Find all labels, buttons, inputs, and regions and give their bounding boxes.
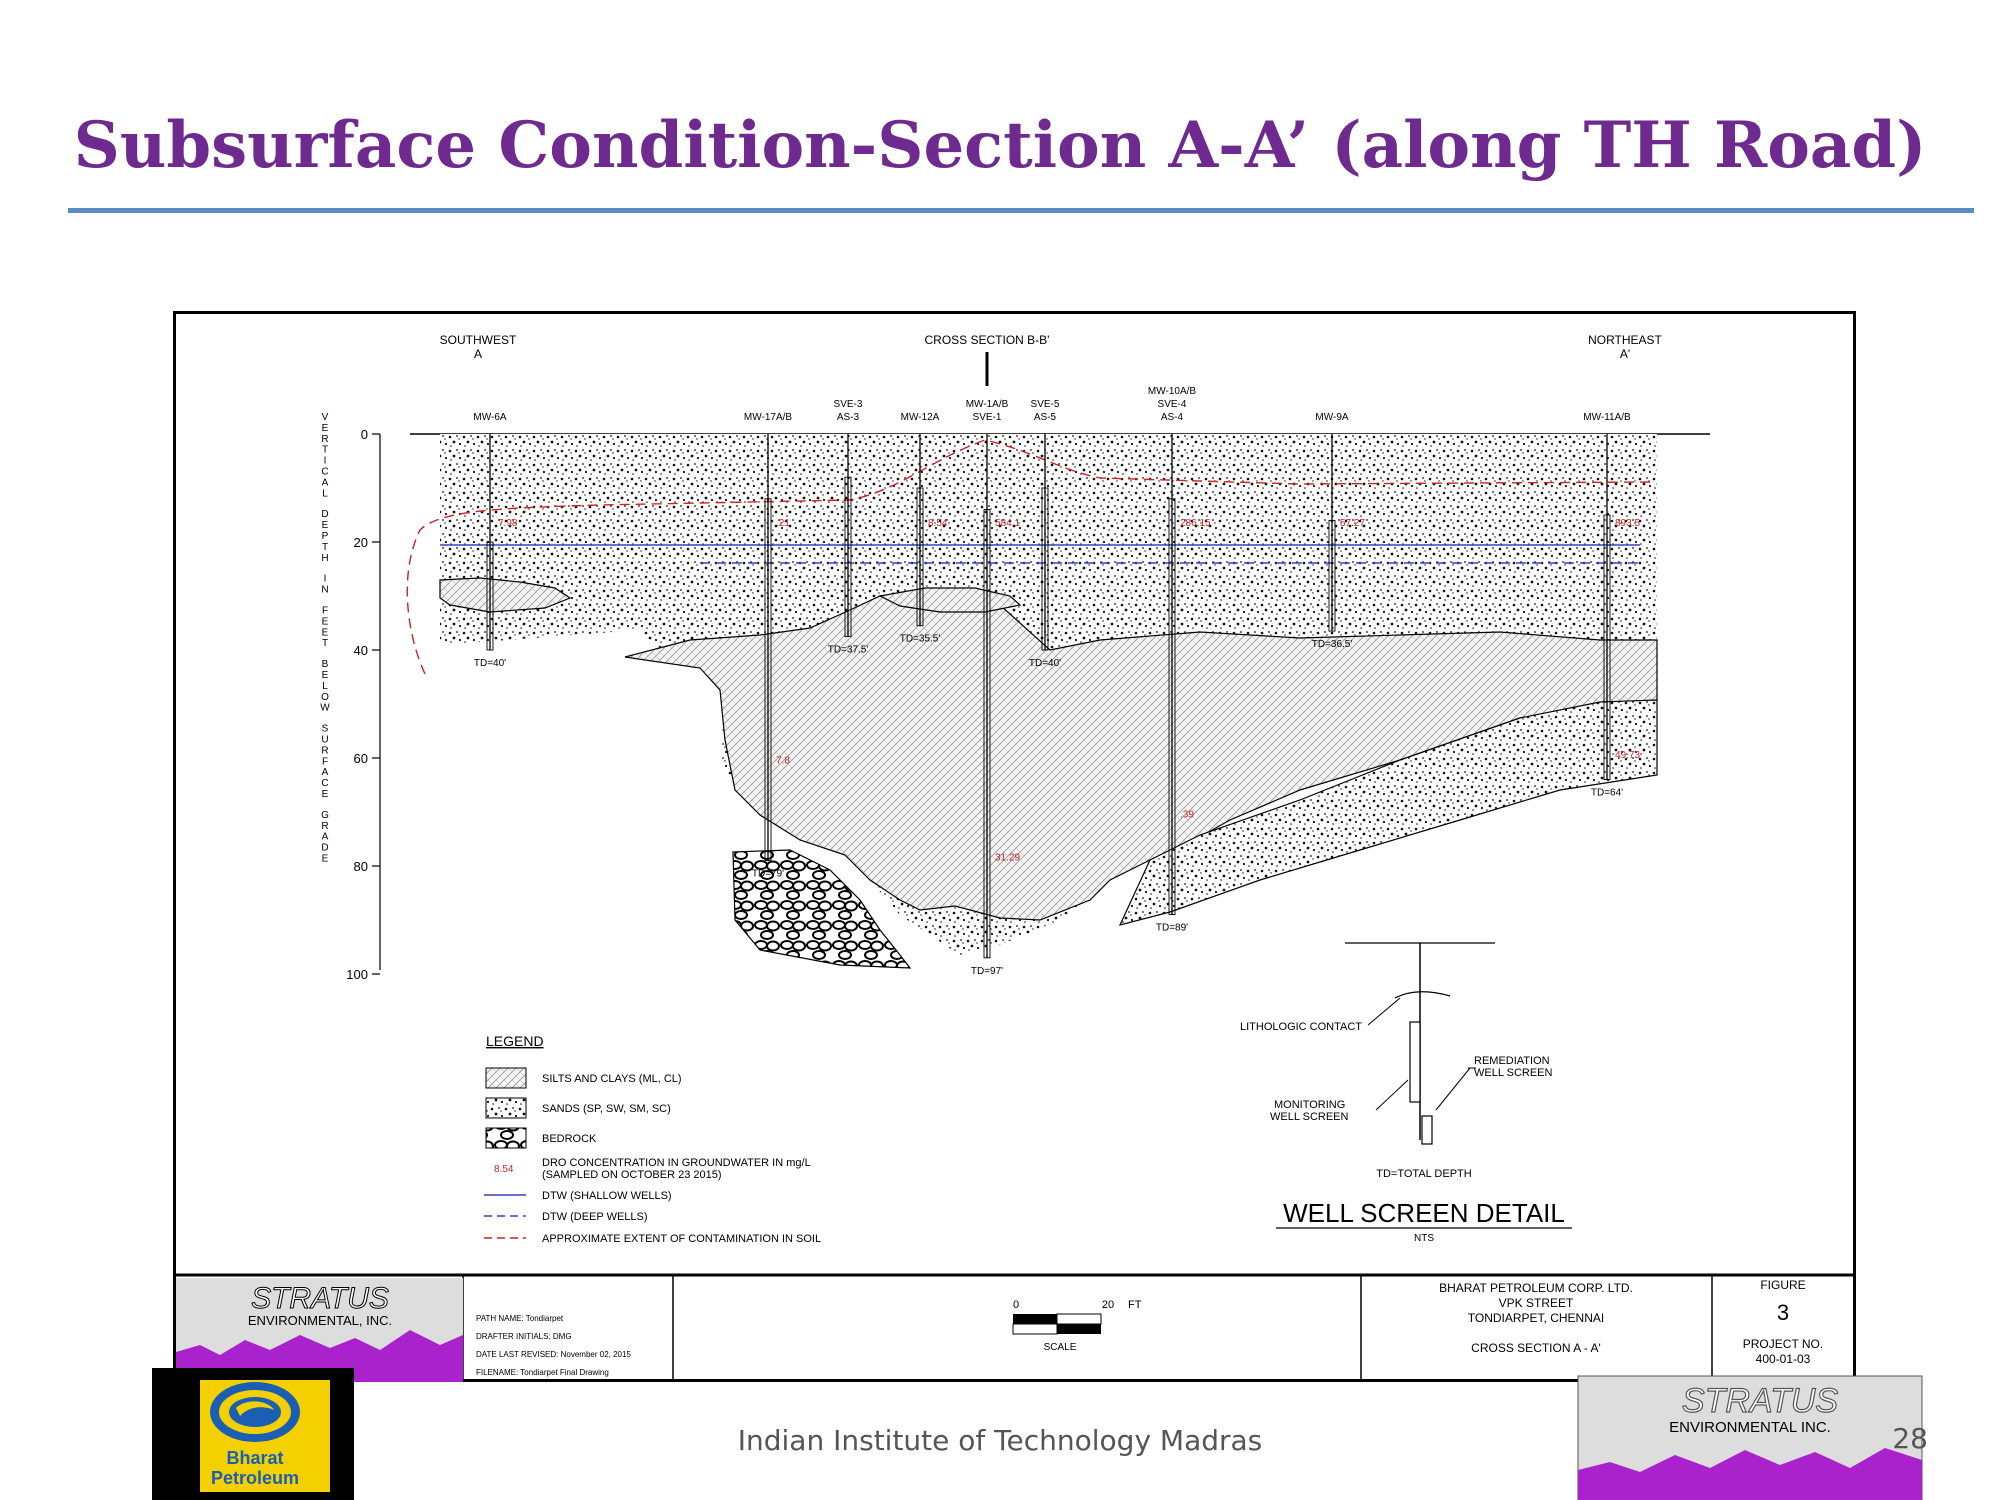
axis-label-letter: E — [321, 853, 329, 865]
stratus-corner-sub: ENVIRONMENTAL INC. — [1669, 1419, 1831, 1436]
well-td-label: TD=79' — [751, 868, 785, 880]
axis-label-letter: R — [321, 745, 329, 757]
axis-label-letter: A — [321, 767, 329, 779]
axis-label-letter: E — [321, 670, 329, 681]
scale-zero: 0 — [1012, 1299, 1020, 1311]
axis-label-letter: S — [321, 723, 329, 735]
depth-tick-label: 80 — [353, 859, 368, 874]
axis-label-letter: R — [321, 433, 329, 445]
client-city: TONDIARPET, CHENNAI — [1467, 1311, 1605, 1325]
legend-silt-label: SILTS AND CLAYS (ML, CL) — [542, 1073, 682, 1085]
dro-concentration: 893.5 — [1615, 517, 1641, 529]
well-td-label: TD=97' — [970, 965, 1004, 977]
depth-tick-label: 20 — [353, 535, 368, 550]
legend-dtw-shallow-label: DTW (SHALLOW WELLS) — [542, 1190, 672, 1202]
bp-text-1: Bharat — [226, 1448, 284, 1468]
legend-bedrock-swatch — [486, 1128, 526, 1148]
axis-label-letter: L — [322, 680, 328, 692]
well-screen-detail-title: WELL SCREEN DETAIL — [1283, 1198, 1565, 1228]
monitoring-label-1: MONITORING — [1274, 1099, 1346, 1111]
stratus-titleblock-logo — [176, 1278, 463, 1382]
axis-label-letter: O — [321, 691, 329, 703]
legend-sand-label: SANDS (SP, SW, SM, SC) — [542, 1103, 671, 1115]
legend-dro-label-2: (SAMPLED ON OCTOBER 23 2015) — [542, 1169, 722, 1181]
well-td-label: TD=40' — [1028, 658, 1062, 669]
slide-title: Subsurface Condition-Section A-A’ (along TH Road) — [73, 108, 1927, 183]
axis-label-letter: A — [321, 831, 329, 843]
dro-concentration-deep: 31.29 — [995, 852, 1021, 864]
depth-tick-label: 40 — [353, 643, 368, 658]
axis-label-letter: L — [322, 488, 328, 500]
axis-label-letter: H — [321, 552, 329, 564]
axis-label-letter: R — [321, 820, 329, 832]
drafter-initials: DRAFTER INITIALS: DMG — [476, 1332, 572, 1341]
scale-bar — [1013, 1299, 1142, 1353]
section-letter-a: A — [473, 347, 483, 361]
axis-label-letter: T — [321, 444, 329, 456]
lithologic-contact-label: LITHOLOGIC CONTACT — [1240, 1021, 1363, 1033]
client-street: VPK STREET — [1498, 1296, 1574, 1310]
axis-label-letter: C — [321, 466, 329, 478]
well-name: MW-12A — [900, 412, 940, 423]
well-name: SVE-5 — [1030, 399, 1060, 410]
well-name: MW-6A — [473, 412, 507, 423]
figure-number: 3 — [1776, 1300, 1790, 1325]
section-name: CROSS SECTION A - A' — [1471, 1341, 1601, 1355]
northeast-label: NORTHEAST — [1588, 333, 1662, 347]
well-td-label: TD=36.5' — [1311, 639, 1353, 651]
well-td-label: TD=37.5' — [827, 644, 869, 656]
axis-label-letter: A — [321, 477, 329, 489]
axis-label-letter: E — [321, 422, 329, 434]
axis-label-letter: N — [321, 584, 329, 596]
depth-tick-label: 0 — [360, 427, 368, 442]
remediation-label-2: WELL SCREEN — [1474, 1067, 1553, 1079]
legend-bedrock-label: BEDROCK — [542, 1133, 597, 1145]
nts-label: NTS — [1414, 1233, 1434, 1244]
legend-silt-swatch — [486, 1068, 526, 1088]
axis-label-letter: F — [321, 605, 329, 617]
figure-label: FIGURE — [1760, 1278, 1806, 1292]
axis-label-letter: C — [321, 778, 329, 790]
scale-twenty: 20 — [1101, 1299, 1115, 1311]
well-name: SVE-1 — [972, 412, 1002, 423]
axis-label-letter: T — [321, 541, 329, 553]
scale-label: SCALE — [1043, 1342, 1077, 1353]
footer-text: Indian Institute of Technology Madras — [737, 1424, 1263, 1457]
dro-concentration: .21 — [776, 517, 790, 529]
axis-label-letter: V — [321, 412, 329, 423]
project-number: 400-01-03 — [1755, 1352, 1811, 1366]
well-name: AS-3 — [836, 412, 860, 423]
axis-label-letter: I — [323, 573, 327, 585]
slide-number: 28 — [1892, 1422, 1928, 1455]
project-label: PROJECT NO. — [1742, 1337, 1824, 1351]
monitoring-label-2: WELL SCREEN — [1270, 1111, 1349, 1123]
stratus-logo-sub: ENVIRONMENTAL, INC. — [247, 1313, 393, 1328]
axis-label-letter: F — [321, 756, 329, 768]
well-td-label: TD=40' — [473, 658, 507, 669]
axis-label-letter: W — [320, 702, 330, 714]
dro-concentration: 584.1 — [995, 517, 1021, 529]
section-letter-a-prime: A' — [1619, 347, 1631, 361]
dro-concentration-deep: 7.8 — [776, 755, 790, 767]
depth-ticks — [346, 427, 380, 982]
dro-concentration: 286.15 — [1180, 517, 1211, 529]
dro-concentration-deep: .39 — [1180, 809, 1194, 821]
axis-label-letter: E — [321, 520, 329, 532]
well-name: AS-4 — [1160, 412, 1184, 423]
legend-contamination-label: APPROXIMATE EXTENT OF CONTAMINATION IN SOIL — [542, 1233, 822, 1245]
legend-dtw-deep-label: DTW (DEEP WELLS) — [542, 1211, 648, 1223]
axis-label-letter: U — [321, 734, 329, 746]
depth-tick-label: 60 — [353, 751, 368, 766]
axis-label-letter: B — [321, 659, 329, 671]
well-name: MW-17A/B — [743, 412, 793, 423]
filename: FILENAME: Tondiarpet Final Drawing — [476, 1368, 609, 1377]
well-name: MW-10A/B — [1147, 386, 1197, 397]
cross-section-bb-label: CROSS SECTION B-B' — [924, 333, 1050, 347]
legend-title: LEGEND — [486, 1033, 544, 1049]
legend-dro-label-1: DRO CONCENTRATION IN GROUNDWATER IN mg/L — [542, 1157, 811, 1169]
well-name: SVE-4 — [1157, 399, 1187, 410]
southwest-label: SOUTHWEST — [439, 333, 517, 347]
date-revised: DATE LAST REVISED: November 02, 2015 — [476, 1350, 631, 1359]
stratus-corner-text: STRATUS — [1681, 1382, 1839, 1420]
well-td-label: TD=89' — [1155, 922, 1189, 934]
axis-label-letter: G — [321, 809, 329, 821]
well-td-label: TD=35.5' — [899, 633, 941, 645]
axis-label-letter: P — [321, 531, 329, 542]
dro-concentration: 7.98 — [498, 517, 518, 529]
td-definition: TD=TOTAL DEPTH — [1376, 1168, 1472, 1180]
well-td-label: TD=64' — [1590, 787, 1624, 799]
path-name: PATH NAME: Tondiarpet — [476, 1314, 564, 1323]
remediation-label-1: REMEDIATION — [1474, 1055, 1550, 1067]
bp-text-2: Petroleum — [210, 1468, 300, 1488]
dro-concentration-deep: 49.73 — [1615, 750, 1641, 761]
well-screen-detail — [1240, 943, 1572, 1244]
stratus-logo-text: STRATUS — [251, 1282, 389, 1315]
depth-axis-label — [320, 412, 330, 865]
legend-sand-swatch — [486, 1098, 526, 1118]
well-name: AS-5 — [1033, 412, 1057, 423]
well-name: MW-9A — [1315, 412, 1349, 423]
well-name: SVE-3 — [833, 399, 863, 410]
axis-label-letter: I — [323, 455, 327, 467]
depth-tick-label: 100 — [346, 967, 368, 982]
axis-label-letter: E — [321, 627, 329, 639]
axis-label-letter: E — [321, 789, 329, 800]
legend-dro-sample: 8.54 — [494, 1164, 514, 1175]
axis-label-letter: T — [321, 638, 329, 650]
dro-concentration: 57.27 — [1340, 517, 1366, 529]
client-name: BHARAT PETROLEUM CORP. LTD. — [1439, 1281, 1633, 1295]
well-name: MW-1A/B — [965, 399, 1009, 410]
well-name: MW-11A/B — [1583, 412, 1631, 423]
scale-ft: FT — [1128, 1299, 1142, 1311]
axis-label-letter: E — [321, 616, 329, 628]
axis-label-letter: D — [321, 842, 329, 854]
axis-label-letter: D — [321, 509, 329, 521]
dro-concentration: 8.54 — [928, 517, 948, 529]
